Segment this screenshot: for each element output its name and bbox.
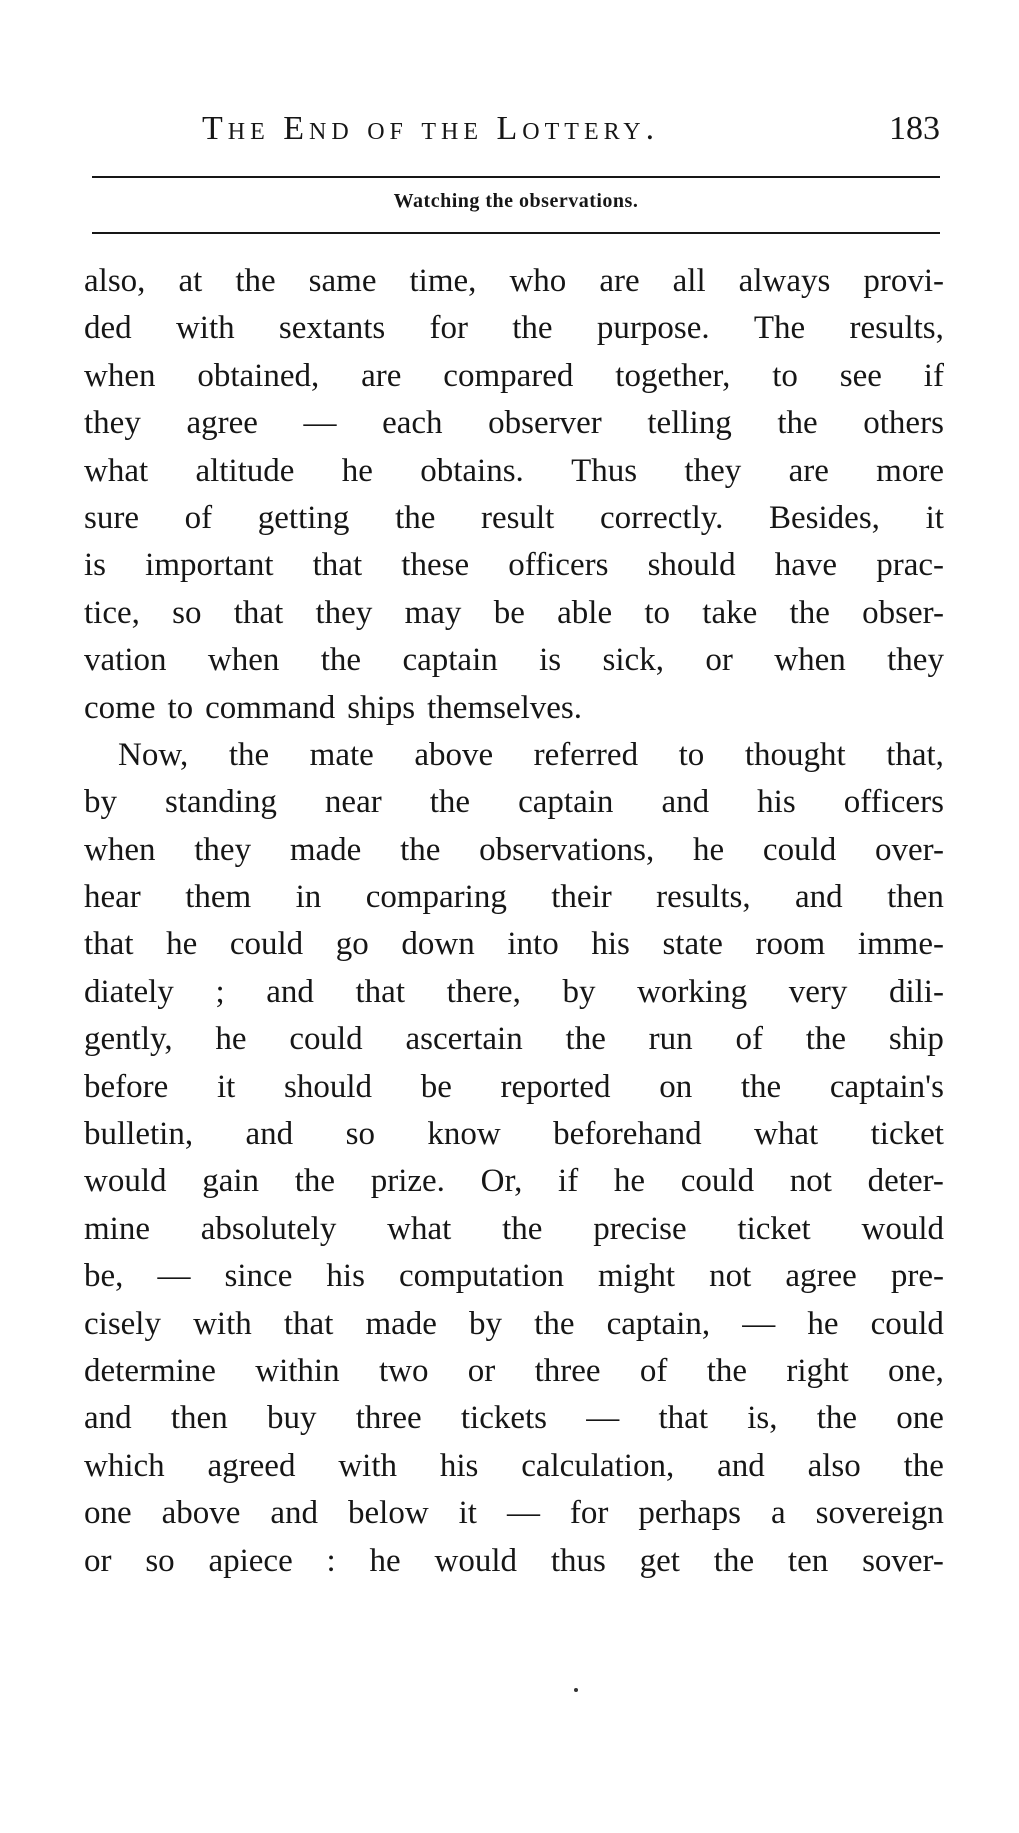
- text-line: they agree — each observer telling the others: [84, 405, 944, 442]
- text-line: be, — since his computation might not agree pre-: [84, 1258, 944, 1295]
- text-line: by standing near the captain and his officers: [84, 784, 944, 821]
- text-line: diately ; and that there, by working very dili-: [84, 973, 944, 1010]
- stray-ink-mark: [574, 1688, 578, 1692]
- text-line: or so apiece : he would thus get the ten sover-: [84, 1542, 944, 1579]
- body-text: [84, 258, 944, 1585]
- text-line: mine absolutely what the precise ticket would: [84, 1210, 944, 1247]
- header-rule-top: [92, 176, 940, 178]
- text-line: when they made the observations, he could over-: [84, 831, 944, 868]
- text-line: sure of getting the result correctly. Besides, it: [84, 499, 944, 536]
- text-line: is important that these officers should have prac-: [84, 547, 944, 584]
- text-line: before it should be reported on the captain's: [84, 1068, 944, 1105]
- text-line: ded with sextants for the purpose. The results,: [84, 310, 944, 347]
- text-line: tice, so that they may be able to take the obser-: [84, 594, 944, 631]
- header-rule-bottom: [92, 232, 940, 234]
- text-line: also, at the same time, who are all always provi-: [84, 263, 944, 299]
- text-line: one above and below it — for perhaps a sovereign: [84, 1495, 944, 1532]
- paragraph: [84, 732, 944, 1585]
- text-line: gently, he could ascertain the run of the ship: [84, 1021, 944, 1058]
- text-line: hear them in comparing their results, and then: [84, 879, 944, 916]
- text-line: that he could go down into his state room imme-: [84, 926, 944, 963]
- running-title: The End of the Lottery.: [202, 110, 660, 147]
- paragraph: [84, 258, 944, 732]
- text-line: would gain the prize. Or, if he could not deter-: [84, 1163, 944, 1200]
- text-line: what altitude he obtains. Thus they are more: [84, 452, 944, 489]
- text-line: come to command ships themselves.: [84, 689, 583, 726]
- text-line: Now, the mate above referred to thought that,: [118, 736, 944, 773]
- text-line: determine within two or three of the right one,: [84, 1352, 944, 1389]
- text-line: when obtained, are compared together, to see if: [84, 357, 944, 394]
- text-line: and then buy three tickets — that is, the one: [84, 1400, 944, 1437]
- text-line: vation when the captain is sick, or when they: [84, 642, 944, 679]
- section-subhead: Watching the observations.: [393, 190, 639, 212]
- text-line: cisely with that made by the captain, — he could: [84, 1305, 944, 1342]
- running-head: [92, 110, 940, 154]
- page-number: 183: [889, 110, 940, 147]
- text-line: bulletin, and so know beforehand what ticket: [84, 1116, 944, 1153]
- text-line: which agreed with his calculation, and also the: [84, 1447, 944, 1484]
